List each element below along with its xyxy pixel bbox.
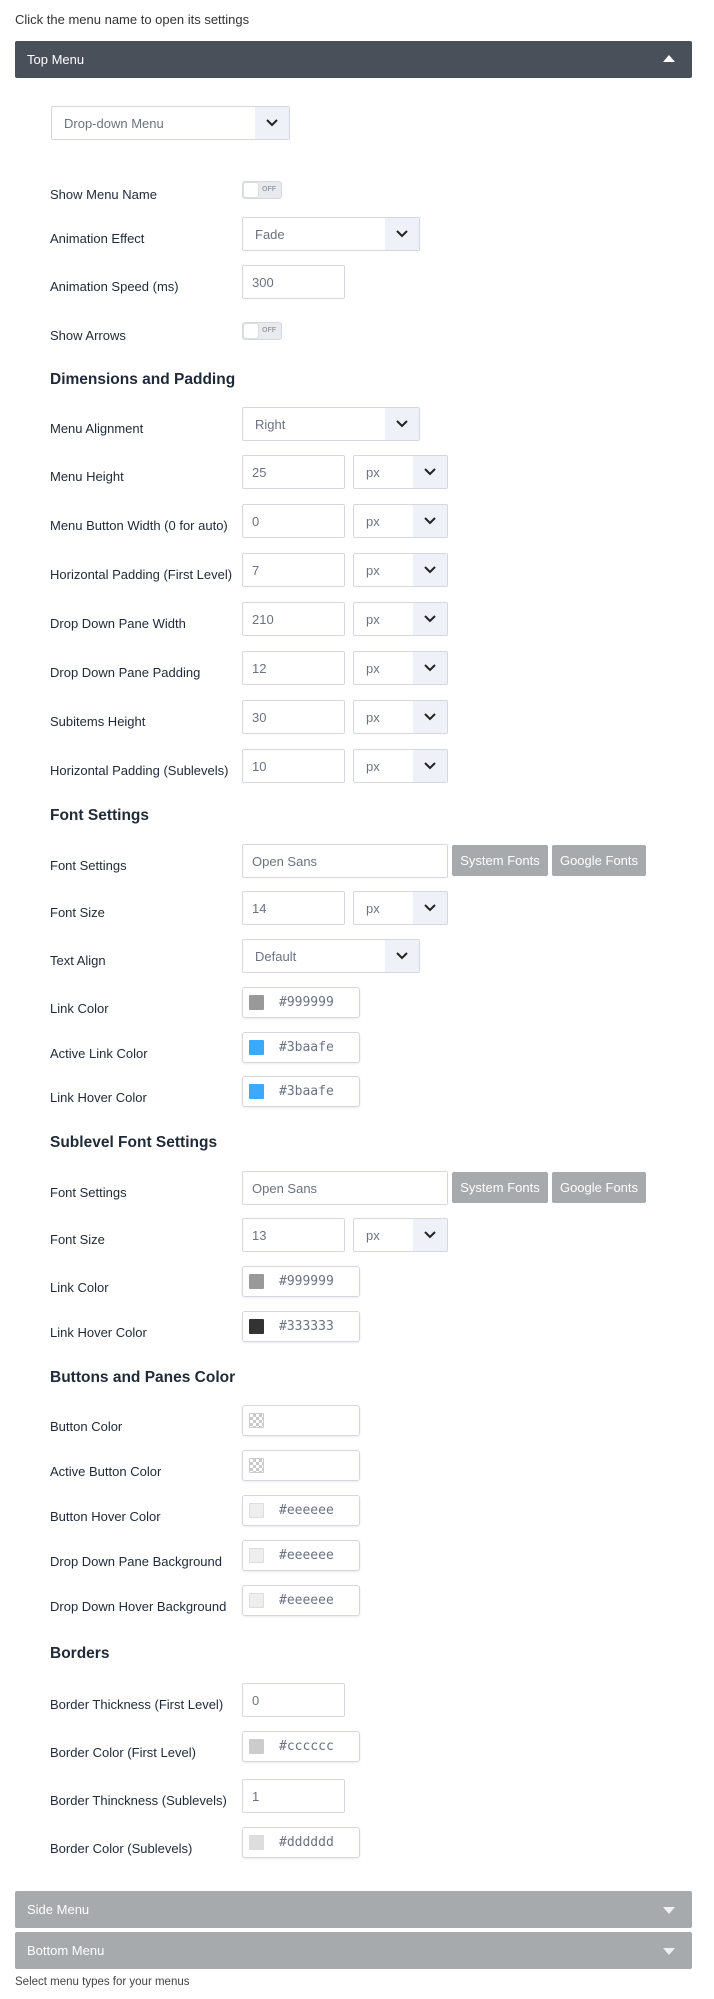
- dimension-unit-value: px: [366, 759, 380, 774]
- chevron-down-icon: [413, 505, 447, 537]
- dimension-unit-select[interactable]: [353, 504, 448, 538]
- dimension-value-input[interactable]: [242, 553, 345, 587]
- sublevel-link-hover-color-picker[interactable]: [242, 1311, 360, 1342]
- chevron-down-icon: [385, 218, 419, 250]
- buttons-panes-heading: Buttons and Panes Color: [50, 1369, 236, 1386]
- dimension-unit-select[interactable]: [353, 455, 448, 489]
- dimension-value-input[interactable]: [242, 504, 345, 538]
- menu-type-select[interactable]: [51, 106, 290, 140]
- font-size-unit-select[interactable]: [353, 891, 448, 925]
- show-menu-name-label: Show Menu Name: [50, 187, 157, 202]
- button-hover-color-label: Button Hover Color: [50, 1509, 161, 1524]
- show-arrows-toggle[interactable]: [242, 322, 282, 340]
- sublevel-font-family-value: Open Sans: [252, 1181, 318, 1196]
- border-thickness-sub-label: Border Thinckness (Sublevels): [50, 1793, 227, 1808]
- sublevel-link-color-value: #999999: [279, 1274, 334, 1289]
- dimension-label: Menu Height: [50, 469, 124, 484]
- animation-speed-label: Animation Speed (ms): [50, 279, 179, 294]
- dimension-value-input[interactable]: [242, 455, 345, 489]
- menu-alignment-label: Menu Alignment: [50, 421, 144, 436]
- border-color-sub-label: Border Color (Sublevels): [50, 1841, 193, 1856]
- dimension-value: 25: [252, 465, 267, 480]
- chevron-down-icon: [413, 701, 447, 733]
- sublevel-link-hover-color-label: Link Hover Color: [50, 1325, 147, 1340]
- sublevel-font-family-input[interactable]: [242, 1171, 448, 1205]
- menu-alignment-value: Right: [255, 417, 286, 432]
- color-swatch: [249, 1319, 264, 1334]
- border-color-first-picker[interactable]: [242, 1731, 360, 1762]
- sublevel-font-size-unit-value: px: [366, 1228, 380, 1243]
- border-thickness-first-input[interactable]: [242, 1683, 345, 1717]
- menu-alignment-select[interactable]: [242, 407, 420, 441]
- border-thickness-sub-input[interactable]: [242, 1779, 345, 1813]
- border-thickness-sub-value: 1: [252, 1789, 260, 1804]
- animation-effect-select[interactable]: [242, 217, 420, 251]
- animation-effect-value: Fade: [255, 227, 285, 242]
- link-hover-color-picker[interactable]: [242, 1076, 360, 1107]
- border-thickness-first-value: 0: [252, 1693, 260, 1708]
- hover-background-label: Drop Down Hover Background: [50, 1599, 227, 1614]
- text-align-label: Text Align: [50, 953, 106, 968]
- google-fonts-button[interactable]: Google Fonts: [552, 845, 646, 876]
- accordion-side-menu[interactable]: [15, 1891, 692, 1928]
- pane-background-value: #eeeeee: [279, 1548, 334, 1563]
- dimension-label: Menu Button Width (0 for auto): [50, 518, 228, 533]
- transparent-swatch-icon: [249, 1413, 264, 1428]
- dimension-unit-select[interactable]: [353, 749, 448, 783]
- borders-heading: Borders: [50, 1645, 110, 1662]
- animation-effect-label: Animation Effect: [50, 231, 145, 246]
- dimension-label: Horizontal Padding (Sublevels): [50, 763, 229, 778]
- sublevel-font-size-unit-select[interactable]: [353, 1218, 448, 1252]
- color-swatch: [249, 1274, 264, 1289]
- text-align-value: Default: [255, 949, 297, 964]
- dimension-label: Drop Down Pane Width: [50, 616, 186, 631]
- animation-speed-value: 300: [252, 275, 274, 290]
- hover-background-picker[interactable]: [242, 1585, 360, 1616]
- active-link-color-picker[interactable]: [242, 1032, 360, 1063]
- dimension-value-input[interactable]: [242, 602, 345, 636]
- toggle-off-label: OFF: [262, 327, 276, 334]
- color-swatch: [249, 1739, 264, 1754]
- dimension-unit-select[interactable]: [353, 602, 448, 636]
- dimension-unit-value: px: [366, 612, 380, 627]
- active-link-color-value: #3baafe: [279, 1040, 334, 1055]
- link-hover-color-label: Link Hover Color: [50, 1090, 147, 1105]
- chevron-down-icon: [413, 554, 447, 586]
- caret-down-icon: [663, 1948, 675, 1955]
- dimension-value-input[interactable]: [242, 700, 345, 734]
- dimension-unit-select[interactable]: [353, 651, 448, 685]
- color-swatch: [249, 995, 264, 1010]
- border-color-sub-value: #dddddd: [279, 1835, 334, 1850]
- link-color-value: #999999: [279, 995, 334, 1010]
- border-thickness-first-label: Border Thickness (First Level): [50, 1697, 224, 1712]
- font-size-unit-value: px: [366, 901, 380, 916]
- font-family-input[interactable]: [242, 844, 448, 878]
- dimension-label: Horizontal Padding (First Level): [50, 567, 233, 582]
- font-settings-label: Font Settings: [50, 858, 127, 873]
- chevron-down-icon: [413, 892, 447, 924]
- link-hover-color-value: #3baafe: [279, 1084, 334, 1099]
- color-swatch: [249, 1040, 264, 1055]
- sublevel-font-size-value: 13: [252, 1228, 267, 1243]
- button-hover-color-picker[interactable]: [242, 1495, 360, 1526]
- chevron-down-icon: [413, 750, 447, 782]
- accordion-side-menu-title: Side Menu: [27, 1902, 90, 1917]
- pane-background-label: Drop Down Pane Background: [50, 1554, 222, 1569]
- dimension-unit-value: px: [366, 465, 380, 480]
- sublevel-font-settings-label: Font Settings: [50, 1185, 127, 1200]
- dimension-value: 210: [252, 612, 274, 627]
- color-swatch: [249, 1084, 264, 1099]
- dimension-label: Subitems Height: [50, 714, 146, 729]
- sublevel-system-fonts-button[interactable]: System Fonts: [452, 1172, 548, 1203]
- dimension-value: 30: [252, 710, 267, 725]
- show-arrows-label: Show Arrows: [50, 328, 126, 343]
- accordion-top-menu-title: Top Menu: [27, 52, 85, 67]
- system-fonts-button[interactable]: System Fonts: [452, 845, 548, 876]
- dimension-unit-select[interactable]: [353, 700, 448, 734]
- border-color-first-value: #cccccc: [279, 1739, 334, 1754]
- font-family-value: Open Sans: [252, 854, 318, 869]
- color-swatch: [249, 1835, 264, 1850]
- dimension-unit-value: px: [366, 710, 380, 725]
- sublevel-font-heading: Sublevel Font Settings: [50, 1134, 218, 1151]
- active-button-color-label: Active Button Color: [50, 1464, 162, 1479]
- dimension-value-input[interactable]: [242, 749, 345, 783]
- dimension-unit-value: px: [366, 661, 380, 676]
- dimension-value: 0: [252, 514, 260, 529]
- chevron-down-icon: [385, 408, 419, 440]
- button-color-label: Button Color: [50, 1419, 123, 1434]
- chevron-down-icon: [413, 603, 447, 635]
- color-swatch: [249, 1593, 264, 1608]
- show-menu-name-toggle[interactable]: [242, 181, 282, 199]
- active-link-color-label: Active Link Color: [50, 1046, 148, 1061]
- chevron-down-icon: [413, 1219, 447, 1251]
- dimension-value: 12: [252, 661, 267, 676]
- pane-background-picker[interactable]: [242, 1540, 360, 1571]
- dimension-value: 7: [252, 563, 260, 578]
- font-size-input[interactable]: [242, 891, 345, 925]
- dimension-label: Drop Down Pane Padding: [50, 665, 201, 680]
- link-color-picker[interactable]: [242, 987, 360, 1018]
- hover-background-value: #eeeeee: [279, 1593, 334, 1608]
- dimension-value-input[interactable]: [242, 651, 345, 685]
- border-color-sub-picker[interactable]: [242, 1827, 360, 1858]
- chevron-down-icon: [385, 940, 419, 972]
- active-button-color-picker[interactable]: [242, 1450, 360, 1481]
- sublevel-google-fonts-button[interactable]: Google Fonts: [552, 1172, 646, 1203]
- chevron-down-icon: [413, 652, 447, 684]
- animation-speed-input[interactable]: [242, 265, 345, 299]
- footer-hint: Select menu types for your menus: [15, 1976, 190, 1988]
- sublevel-font-size-input[interactable]: [242, 1218, 345, 1252]
- button-color-picker[interactable]: [242, 1405, 360, 1436]
- caret-down-icon: [663, 1907, 675, 1914]
- text-align-select[interactable]: [242, 939, 420, 973]
- sublevel-link-hover-color-value: #333333: [279, 1319, 334, 1334]
- sublevel-link-color-picker[interactable]: [242, 1266, 360, 1297]
- accordion-top-menu[interactable]: [15, 41, 692, 78]
- dimension-value: 10: [252, 759, 267, 774]
- dimension-unit-value: px: [366, 514, 380, 529]
- toggle-off-label: OFF: [262, 186, 276, 193]
- font-settings-heading: Font Settings: [50, 807, 150, 824]
- button-hover-color-value: #eeeeee: [279, 1503, 334, 1518]
- caret-up-icon: [663, 55, 675, 62]
- accordion-bottom-menu[interactable]: [15, 1932, 692, 1969]
- menu-type-value: Drop-down Menu: [64, 116, 164, 131]
- accordion-bottom-menu-title: Bottom Menu: [27, 1943, 105, 1958]
- font-size-value: 14: [252, 901, 267, 916]
- color-swatch: [249, 1548, 264, 1563]
- border-color-first-label: Border Color (First Level): [50, 1745, 196, 1760]
- settings-hint: Click the menu name to open its settings: [15, 12, 250, 27]
- transparent-swatch-icon: [249, 1458, 264, 1473]
- dimension-unit-value: px: [366, 563, 380, 578]
- dimensions-heading: Dimensions and Padding: [50, 371, 236, 388]
- sublevel-link-color-label: Link Color: [50, 1280, 109, 1295]
- sublevel-font-size-label: Font Size: [50, 1232, 105, 1247]
- chevron-down-icon: [255, 107, 289, 139]
- dimension-unit-select[interactable]: [353, 553, 448, 587]
- color-swatch: [249, 1503, 264, 1518]
- link-color-label: Link Color: [50, 1001, 109, 1016]
- font-size-label: Font Size: [50, 905, 105, 920]
- chevron-down-icon: [413, 456, 447, 488]
